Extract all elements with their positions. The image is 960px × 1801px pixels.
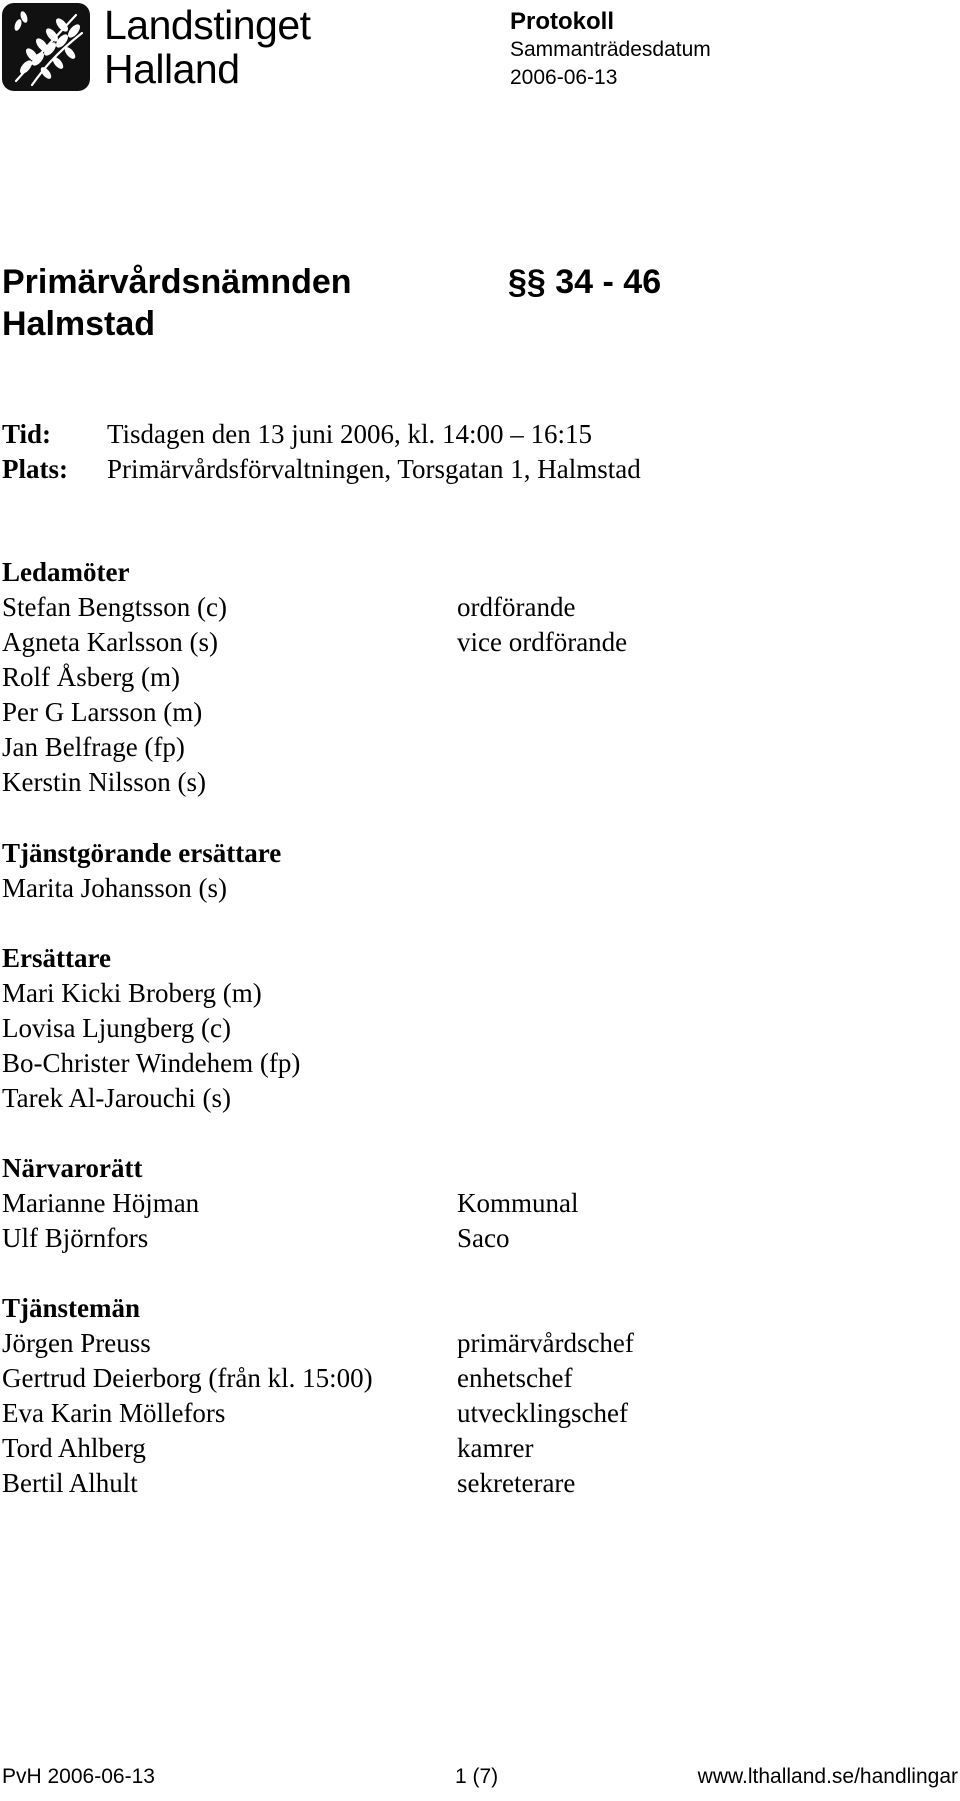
member-name: Marita Johansson (s) — [2, 873, 227, 903]
footer-url-link[interactable]: www.lthalland.se/handlingar — [697, 1765, 958, 1788]
member-name: Ulf Björnfors — [2, 1223, 149, 1253]
member-name: Gertrud Deierborg (från kl. 15:00) — [2, 1363, 373, 1393]
list-item — [0, 1013, 960, 1047]
member-name: Lovisa Ljungberg (c) — [2, 1013, 231, 1043]
member-role: utvecklingschef — [457, 1398, 628, 1428]
member-name: Rolf Åsberg (m) — [2, 662, 180, 692]
list-item — [0, 1328, 960, 1362]
time-value: Tisdagen den 13 juni 2006, kl. 14:00 – 16:15 — [107, 419, 593, 449]
member-role: ordförande — [457, 592, 576, 622]
list-item — [0, 1433, 960, 1467]
member-name: Bertil Alhult — [2, 1468, 138, 1498]
place-value: Primärvårdsförvaltningen, Torsgatan 1, Halmstad — [107, 454, 641, 484]
place-label: Plats: — [2, 454, 68, 484]
member-name: Tord Ahlberg — [2, 1433, 146, 1463]
list-item — [0, 592, 960, 626]
meeting-date-label: Sammanträdesdatum — [510, 38, 711, 61]
time-row — [0, 419, 960, 453]
landstinget-halland-logo — [2, 3, 322, 93]
list-item — [0, 1468, 960, 1502]
member-name: Jan Belfrage (fp) — [2, 732, 185, 762]
member-name: Kerstin Nilsson (s) — [2, 767, 206, 797]
list-item — [0, 1048, 960, 1082]
paragraph-range: §§ 34 - 46 — [508, 263, 662, 301]
section-heading-tjanstgorande-ersattare: Tjänstgörande ersättare — [2, 838, 282, 868]
member-role: vice ordförande — [457, 627, 628, 657]
member-name: Marianne Höjman — [2, 1188, 200, 1218]
meeting-place-title: Halmstad — [2, 305, 156, 343]
meeting-date: 2006-06-13 — [510, 66, 618, 89]
member-role: Saco — [457, 1223, 510, 1253]
member-name: Tarek Al-Jarouchi (s) — [2, 1083, 232, 1113]
leaf-emblem-icon — [2, 3, 90, 91]
footer-reference: PvH 2006-06-13 — [2, 1765, 155, 1788]
list-item — [0, 1398, 960, 1432]
logo-text-line2: Halland — [104, 46, 240, 92]
list-item — [0, 732, 960, 766]
time-label: Tid: — [2, 419, 52, 449]
list-item — [0, 978, 960, 1012]
list-item — [0, 662, 960, 696]
section-heading-tjanstemaen: Tjänstemän — [2, 1293, 141, 1323]
logo-text-line1: Landstinget — [104, 2, 311, 48]
section-heading-ersattare: Ersättare — [2, 943, 111, 973]
member-role: primärvårdschef — [457, 1328, 634, 1358]
list-item — [0, 1188, 960, 1222]
section-heading-ledamoter: Ledamöter — [2, 557, 130, 587]
member-name: Mari Kicki Broberg (m) — [2, 978, 262, 1008]
member-role: sekreterare — [457, 1468, 576, 1498]
list-item — [0, 627, 960, 661]
member-role: enhetschef — [457, 1363, 573, 1393]
member-name: Bo-Christer Windehem (fp) — [2, 1048, 301, 1078]
member-name: Agneta Karlsson (s) — [2, 627, 218, 657]
member-name: Stefan Bengtsson (c) — [2, 592, 227, 622]
list-item — [0, 697, 960, 731]
member-name: Eva Karin Möllefors — [2, 1398, 226, 1428]
footer-page-number: 1 (7) — [455, 1765, 499, 1788]
document-type: Protokoll — [510, 8, 615, 35]
section-heading-narvarorat: Närvarorätt — [2, 1153, 143, 1183]
member-name: Per G Larsson (m) — [2, 697, 203, 727]
list-item — [0, 767, 960, 801]
member-role: kamrer — [457, 1433, 534, 1463]
list-item — [0, 873, 960, 907]
member-role: Kommunal — [457, 1188, 579, 1218]
list-item — [0, 1223, 960, 1257]
committee-title: Primärvårdsnämnden — [2, 263, 352, 301]
list-item — [0, 1083, 960, 1117]
member-name: Jörgen Preuss — [2, 1328, 151, 1358]
place-row — [0, 454, 960, 488]
list-item — [0, 1363, 960, 1397]
